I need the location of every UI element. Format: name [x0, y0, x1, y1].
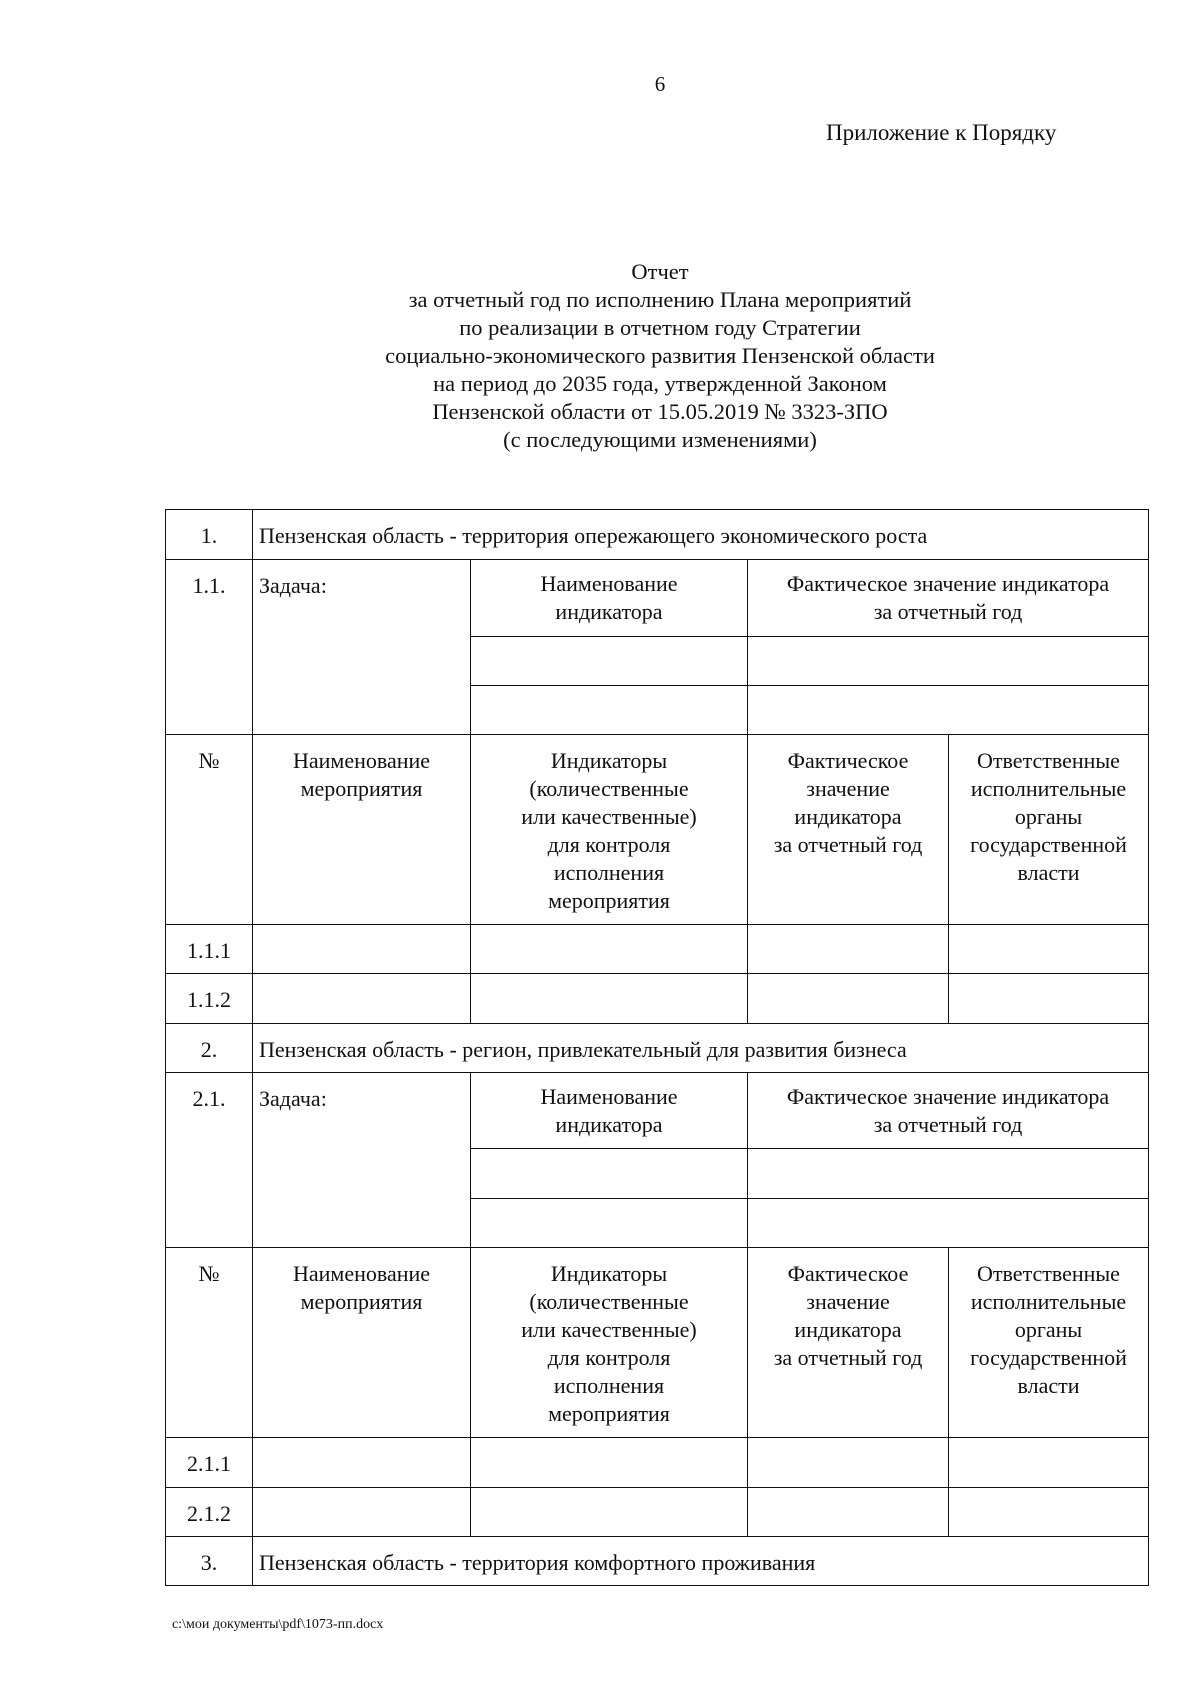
- title-line: Отчет: [631, 259, 689, 284]
- table-cell: [471, 925, 748, 974]
- measures-header-row: [166, 735, 1149, 925]
- header-line: индикатора: [555, 1112, 663, 1137]
- indicator-name-cell: [471, 686, 748, 735]
- header-line: за отчетный год: [773, 832, 923, 857]
- section-row: [166, 1537, 1149, 1586]
- task-number: 2.1.: [166, 1073, 253, 1248]
- table-cell: [748, 1438, 949, 1488]
- measures-header-row: [166, 1248, 1149, 1438]
- table-cell: [748, 974, 949, 1024]
- table-row: [166, 925, 1149, 974]
- section-row: [166, 510, 1149, 560]
- header-line: Индикаторы: [550, 748, 668, 773]
- row-number: 1.1.2: [166, 974, 253, 1024]
- col-responsible-header: [949, 735, 1149, 925]
- title-line: по реализации в отчетном году Стратегии: [459, 315, 861, 340]
- header-line: Ответственные: [977, 748, 1120, 773]
- table-cell: [253, 974, 471, 1024]
- header-line: власти: [1017, 860, 1080, 885]
- header-line: органы: [1014, 1317, 1083, 1342]
- header-line: мероприятия: [300, 1289, 423, 1314]
- header-line: или качественные): [521, 1317, 697, 1342]
- title-line: (с последующими изменениями): [503, 427, 817, 452]
- page-number: 6: [654, 72, 666, 96]
- header-line: Наименование: [540, 1084, 678, 1109]
- header-line: или качественные): [521, 804, 697, 829]
- indicator-name-cell: [471, 637, 748, 686]
- header-line: индикатора: [794, 1317, 902, 1342]
- header-line: Фактическое: [787, 748, 909, 773]
- row-number: 2.1.2: [166, 1488, 253, 1537]
- header-line: за отчетный год: [873, 1112, 1023, 1137]
- task-label: Задача:: [253, 560, 471, 735]
- title-line: за отчетный год по исполнению Плана мероприятий: [408, 287, 912, 312]
- header-line: исполнения: [553, 1373, 665, 1398]
- header-line: индикатора: [555, 599, 663, 624]
- table-row: [166, 974, 1149, 1024]
- section-number: 2.: [166, 1024, 253, 1073]
- task-number: 1.1.: [166, 560, 253, 735]
- col-event-header: [253, 735, 471, 925]
- header-line: (количественные: [529, 1289, 689, 1314]
- table-cell: [748, 925, 949, 974]
- table-cell: [471, 1438, 748, 1488]
- col-number-header: №: [166, 735, 253, 925]
- header-line: государственной: [970, 832, 1127, 857]
- indicator-name-cell: [471, 1149, 748, 1199]
- report-table: [165, 509, 1149, 1586]
- col-fact-header: [748, 1248, 949, 1438]
- report-title: [0, 258, 1200, 454]
- header-line: власти: [1017, 1373, 1080, 1398]
- header-line: Фактическое значение индикатора: [786, 1084, 1110, 1109]
- table-cell: [748, 1488, 949, 1537]
- header-line: мероприятия: [548, 888, 670, 913]
- title-line: на период до 2035 года, утвержденной Законом: [433, 371, 887, 396]
- indicator-value-header: [748, 560, 1149, 637]
- header-line: Наименование: [292, 748, 431, 773]
- header-line: Фактическое: [787, 1261, 909, 1286]
- indicator-name-cell: [471, 1199, 748, 1248]
- row-number: 2.1.1: [166, 1438, 253, 1488]
- header-line: (количественные: [529, 776, 689, 801]
- indicator-value-header: [748, 1073, 1149, 1149]
- header-line: индикатора: [794, 804, 902, 829]
- section-number: 3.: [166, 1537, 253, 1586]
- header-line: Наименование: [292, 1261, 431, 1286]
- table-cell: [471, 974, 748, 1024]
- header-line: для контроля: [547, 832, 671, 857]
- row-number: 1.1.1: [166, 925, 253, 974]
- task-header-row: [166, 560, 1149, 637]
- section-number: 1.: [166, 510, 253, 560]
- table-row: [166, 1438, 1149, 1488]
- indicator-value-cell: [748, 686, 1149, 735]
- header-line: Индикаторы: [550, 1261, 668, 1286]
- title-line: социально-экономического развития Пензенской области: [385, 343, 935, 368]
- indicator-value-cell: [748, 1149, 1149, 1199]
- table-cell: [253, 1438, 471, 1488]
- header-line: исполнения: [553, 860, 665, 885]
- table-cell: [253, 925, 471, 974]
- header-line: исполнительные: [970, 1289, 1127, 1314]
- task-label: Задача:: [253, 1073, 471, 1248]
- table-cell: [471, 1488, 748, 1537]
- header-line: органы: [1014, 804, 1083, 829]
- table-cell: [949, 1488, 1149, 1537]
- section-title: Пензенская область - территория комфортного проживания: [253, 1537, 1149, 1586]
- header-line: исполнительные: [970, 776, 1127, 801]
- col-responsible-header: [949, 1248, 1149, 1438]
- section-title: Пензенская область - территория опережающего экономического роста: [253, 510, 1149, 560]
- header-line: за отчетный год: [773, 1345, 923, 1370]
- col-fact-header: [748, 735, 949, 925]
- indicator-value-cell: [748, 637, 1149, 686]
- col-event-header: [253, 1248, 471, 1438]
- task-header-row: [166, 1073, 1149, 1149]
- header-line: Ответственные: [977, 1261, 1120, 1286]
- table-row: [166, 1488, 1149, 1537]
- header-line: значение: [806, 776, 890, 801]
- header-line: мероприятия: [300, 776, 423, 801]
- col-number-header: №: [166, 1248, 253, 1438]
- footer-file-path: c:\мои документы\pdf\1073-пп.docx: [172, 1617, 384, 1632]
- table-cell: [949, 1438, 1149, 1488]
- header-line: значение: [806, 1289, 890, 1314]
- table-cell: [253, 1488, 471, 1537]
- appendix-label: Приложение к Порядку: [826, 120, 1057, 145]
- table-cell: [949, 925, 1149, 974]
- title-line: Пензенской области от 15.05.2019 № 3323-ЗПО: [432, 399, 888, 424]
- section-title: Пензенская область - регион, привлекательный для развития бизнеса: [253, 1024, 1149, 1073]
- col-indicators-header: [471, 735, 748, 925]
- header-line: за отчетный год: [873, 599, 1023, 624]
- header-line: государственной: [970, 1345, 1127, 1370]
- indicator-name-header: [471, 560, 748, 637]
- header-line: для контроля: [547, 1345, 671, 1370]
- table-cell: [949, 974, 1149, 1024]
- header-line: Наименование: [540, 571, 678, 596]
- header-line: Фактическое значение индикатора: [786, 571, 1110, 596]
- indicator-name-header: [471, 1073, 748, 1149]
- header-line: мероприятия: [548, 1401, 670, 1426]
- section-row: [166, 1024, 1149, 1073]
- indicator-value-cell: [748, 1199, 1149, 1248]
- col-indicators-header: [471, 1248, 748, 1438]
